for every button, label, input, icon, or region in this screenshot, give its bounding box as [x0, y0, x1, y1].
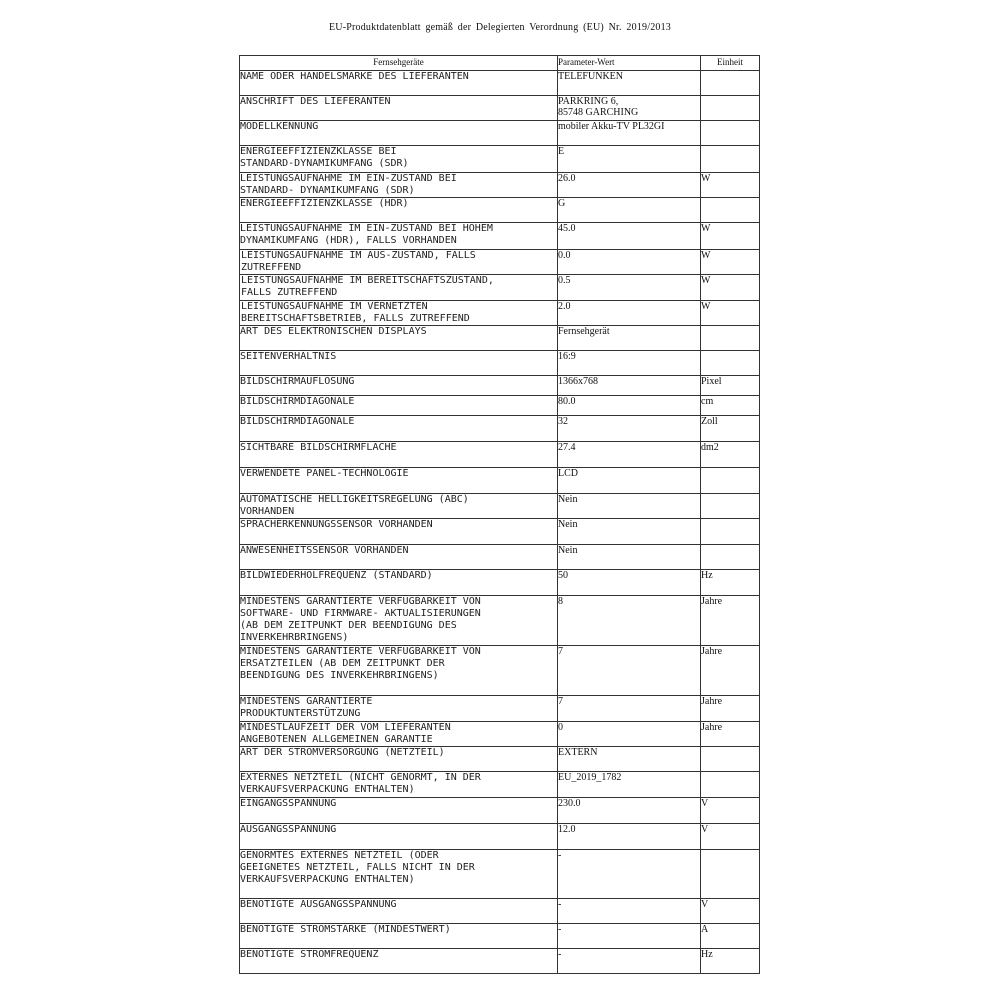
table-row	[240, 949, 760, 974]
table-row	[240, 442, 760, 468]
parameter-value: 12.0	[558, 824, 701, 850]
parameter-value: -	[558, 899, 701, 924]
parameter-name: BILDSCHIRMDIAGONALE	[240, 396, 558, 416]
parameter-unit	[701, 494, 760, 519]
table-row	[240, 173, 760, 198]
parameter-unit	[701, 146, 760, 173]
parameter-value: mobiler Akku-TV PL32GI	[558, 121, 701, 146]
parameter-name: ART DES ELEKTRONISCHEN DISPLAYS	[240, 326, 558, 351]
parameter-name: SICHTBARE BILDSCHIRMFLÄCHE	[240, 442, 558, 468]
table-row	[240, 351, 760, 376]
table-row	[240, 772, 760, 798]
parameter-unit: Pixel	[701, 376, 760, 396]
parameter-unit: Jahre	[701, 722, 760, 747]
parameter-unit: V	[701, 824, 760, 850]
table-row	[240, 596, 760, 646]
parameter-unit: Hz	[701, 949, 760, 974]
table-row	[240, 824, 760, 850]
parameter-name: ENERGIEEFFIZIENZKLASSE (HDR)	[240, 198, 558, 223]
table-row	[240, 146, 760, 173]
table-row	[240, 301, 760, 326]
table-header-row	[240, 56, 760, 71]
parameter-value: 27.4	[558, 442, 701, 468]
parameter-value: Nein	[558, 494, 701, 519]
parameter-value: 80.0	[558, 396, 701, 416]
parameter-unit	[701, 326, 760, 351]
parameter-unit	[701, 850, 760, 899]
parameter-value: -	[558, 949, 701, 974]
parameter-value: G	[558, 198, 701, 223]
parameter-name: MINDESTLAUFZEIT DER VOM LIEFERANTEN ANGEBOTENEN ALLGEMEINEN GARANTIE	[240, 722, 558, 747]
parameter-unit: W	[701, 223, 760, 250]
table-row	[240, 570, 760, 596]
table-row	[240, 924, 760, 949]
parameter-value: EXTERN	[558, 747, 701, 772]
parameter-name: SPRACHERKENNUNGSSENSOR VORHANDEN	[240, 519, 558, 545]
table-row	[240, 121, 760, 146]
parameter-name: ANWESENHEITSSENSOR VORHANDEN	[240, 545, 558, 570]
parameter-name: SEITENVERHÄLTNIS	[240, 351, 558, 376]
table-row	[240, 798, 760, 824]
parameter-unit: V	[701, 798, 760, 824]
parameter-name: ANSCHRIFT DES LIEFERANTEN	[240, 96, 558, 121]
table-row	[240, 696, 760, 722]
parameter-unit: V	[701, 899, 760, 924]
parameter-name: AUSGANGSSPANNUNG	[240, 824, 558, 850]
parameter-unit	[701, 121, 760, 146]
parameter-unit	[701, 468, 760, 494]
parameter-unit: Jahre	[701, 596, 760, 646]
parameter-value: 8	[558, 596, 701, 646]
parameter-name: ART DER STROMVERSORGUNG (NETZTEIL)	[240, 747, 558, 772]
parameter-name: EXTERNES NETZTEIL (NICHT GENORMT, IN DER VERKAUFSVERPACKUNG ENTHALTEN)	[240, 772, 558, 798]
parameter-value: EU_2019_1782	[558, 772, 701, 798]
table-row	[240, 747, 760, 772]
parameter-value: 32	[558, 416, 701, 442]
parameter-unit	[701, 545, 760, 570]
parameter-value: -	[558, 850, 701, 899]
table-row	[240, 71, 760, 96]
parameter-unit	[701, 198, 760, 223]
parameter-unit: A	[701, 924, 760, 949]
parameter-unit	[701, 96, 760, 121]
parameter-value: 1366x768	[558, 376, 701, 396]
parameter-value: E	[558, 146, 701, 173]
parameter-name: LEISTUNGSAUFNAHME IM AUS-ZUSTAND, FALLS ZUTREFFEND	[240, 250, 558, 275]
page-title: EU-Produktdatenblatt gemäß der Delegierten Verordnung (EU) Nr. 2019/2013	[328, 22, 672, 33]
parameter-unit: Jahre	[701, 696, 760, 722]
parameter-unit: dm2	[701, 442, 760, 468]
parameter-unit: W	[701, 173, 760, 198]
table-row	[240, 376, 760, 396]
parameter-unit	[701, 747, 760, 772]
parameter-name: ENERGIEEFFIZIENZKLASSE BEI STANDARD-DYNAMIKUMFANG (SDR)	[240, 146, 558, 173]
parameter-value: 45.0	[558, 223, 701, 250]
table-row	[240, 722, 760, 747]
parameter-value: 16:9	[558, 351, 701, 376]
table-row	[240, 198, 760, 223]
table-row	[240, 96, 760, 121]
parameter-value: 0	[558, 722, 701, 747]
parameter-value: 230.0	[558, 798, 701, 824]
parameter-name: VERWENDETE PANEL-TECHNOLOGIE	[240, 468, 558, 494]
product-data-table	[239, 55, 760, 974]
parameter-unit: W	[701, 250, 760, 275]
parameter-name: MINDESTENS GARANTIERTE VERFÜGBARKEIT VON SOFTWARE- UND FIRMWARE- AKTUALISIERUNGEN (AB DEM ZEITPUNKT DER BEENDIGUNG DES INVERKEHRBRINGENS)	[240, 596, 558, 646]
parameter-value: PARKRING 6, 85748 GARCHING	[558, 96, 701, 121]
table-row	[240, 850, 760, 899]
table-row	[240, 416, 760, 442]
parameter-unit	[701, 772, 760, 798]
parameter-unit: Hz	[701, 570, 760, 596]
parameter-name: BILDSCHIRMDIAGONALE	[240, 416, 558, 442]
parameter-name: BILDSCHIRMAUFLÖSUNG	[240, 376, 558, 396]
parameter-name: LEISTUNGSAUFNAHME IM EIN-ZUSTAND BEI STANDARD- DYNAMIKUMFANG (SDR)	[240, 173, 558, 198]
parameter-name: BENÖTIGTE STROMSTÄRKE (MINDESTWERT)	[240, 924, 558, 949]
table-row	[240, 326, 760, 351]
parameter-value: Fernsehgerät	[558, 326, 701, 351]
table-row	[240, 223, 760, 250]
parameter-name: MINDESTENS GARANTIERTE PRODUKTUNTERSTÜTZUNG	[240, 696, 558, 722]
parameter-value: 7	[558, 696, 701, 722]
parameter-name: AUTOMATISCHE HELLIGKEITSREGELUNG (ABC) VORHANDEN	[240, 494, 558, 519]
parameter-value: TELEFUNKEN	[558, 71, 701, 96]
parameter-unit: W	[701, 301, 760, 326]
parameter-value: 0.5	[558, 275, 701, 301]
parameter-name: GENORMTES EXTERNES NETZTEIL (ODER GEEIGNETES NETZTEIL, FALLS NICHT IN DER VERKAUFSVERPACKUNG ENTHALTEN)	[240, 850, 558, 899]
parameter-value: 50	[558, 570, 701, 596]
table-row	[240, 250, 760, 275]
table-row	[240, 468, 760, 494]
table-row	[240, 494, 760, 519]
parameter-name: LEISTUNGSAUFNAHME IM VERNETZTEN BEREITSCHAFTSBETRIEB, FALLS ZUTREFFEND	[240, 301, 558, 326]
parameter-value: 7	[558, 646, 701, 696]
table-row	[240, 646, 760, 696]
parameter-name: LEISTUNGSAUFNAHME IM BEREITSCHAFTSZUSTAND, FALLS ZUTREFFEND	[240, 275, 558, 301]
parameter-name: NAME ODER HANDELSMARKE DES LIEFERANTEN	[240, 71, 558, 96]
parameter-name: BILDWIEDERHOLFREQUENZ (STANDARD)	[240, 570, 558, 596]
parameter-value: Nein	[558, 519, 701, 545]
parameter-name: LEISTUNGSAUFNAHME IM EIN-ZUSTAND BEI HOHEM DYNAMIKUMFANG (HDR), FALLS VORHANDEN	[240, 223, 558, 250]
table-row	[240, 545, 760, 570]
parameter-unit: Zoll	[701, 416, 760, 442]
parameter-value: Nein	[558, 545, 701, 570]
parameter-name: EINGANGSSPANNUNG	[240, 798, 558, 824]
parameter-value: 26.0	[558, 173, 701, 198]
parameter-value: 2.0	[558, 301, 701, 326]
header-category: Fernsehgeräte	[240, 56, 558, 71]
table-row	[240, 519, 760, 545]
parameter-name: BENÖTIGTE STROMFREQUENZ	[240, 949, 558, 974]
parameter-value: 0.0	[558, 250, 701, 275]
header-parameter-value: Parameter-Wert	[558, 56, 701, 71]
parameter-unit	[701, 519, 760, 545]
parameter-value: -	[558, 924, 701, 949]
parameter-name: BENÖTIGTE AUSGANGSSPANNUNG	[240, 899, 558, 924]
table-row	[240, 396, 760, 416]
table-row	[240, 899, 760, 924]
parameter-name: MODELLKENNUNG	[240, 121, 558, 146]
parameter-unit: cm	[701, 396, 760, 416]
parameter-unit: Jahre	[701, 646, 760, 696]
parameter-unit: W	[701, 275, 760, 301]
parameter-name: MINDESTENS GARANTIERTE VERFÜGBARKEIT VON ERSATZTEILEN (AB DEM ZEITPUNKT DER BEENDIGUNG DES INVERKEHRBRINGENS)	[240, 646, 558, 696]
parameter-unit	[701, 351, 760, 376]
header-unit: Einheit	[701, 56, 760, 71]
table-row	[240, 275, 760, 301]
parameter-unit	[701, 71, 760, 96]
parameter-value: LCD	[558, 468, 701, 494]
